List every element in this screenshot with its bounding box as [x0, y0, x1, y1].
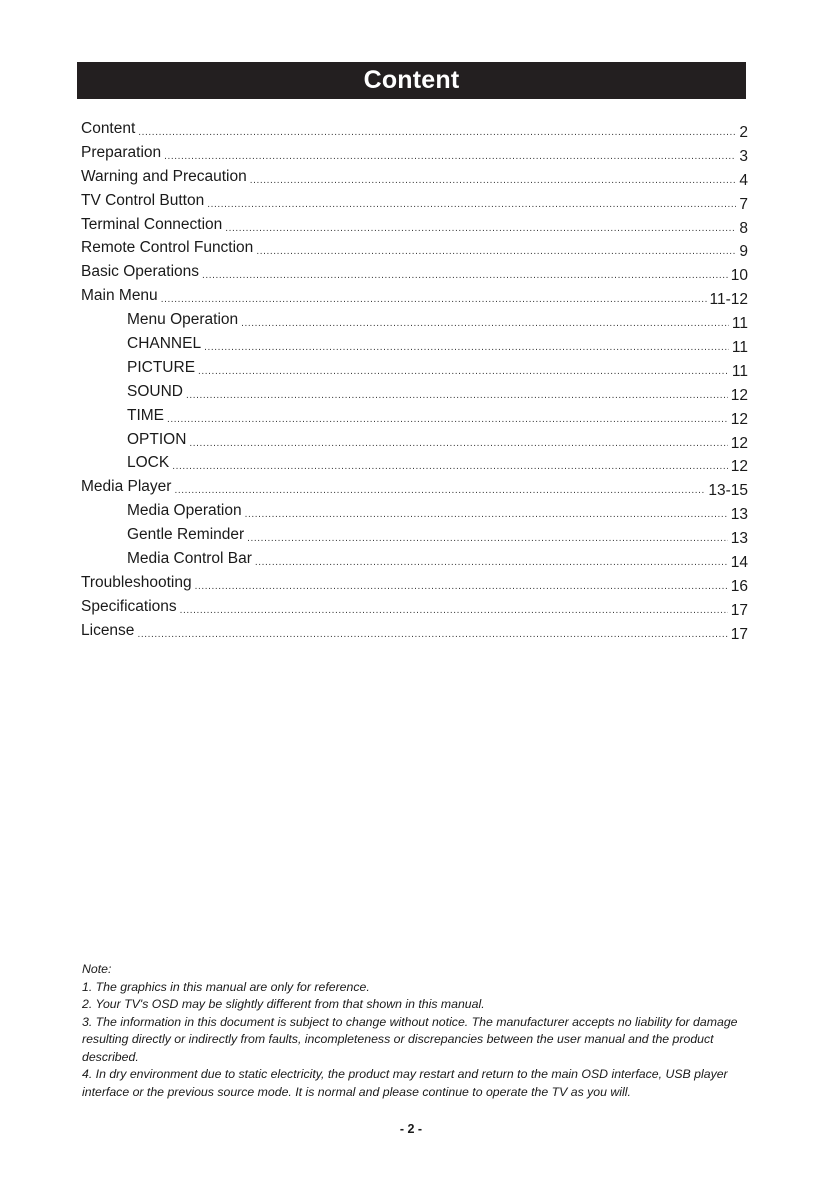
- toc-entry-page: 8: [739, 219, 748, 237]
- toc-leader-dots: [207, 191, 736, 217]
- toc-entry-page: 13: [730, 530, 748, 548]
- toc-leader-dots: [198, 358, 729, 384]
- toc-entry-label: Menu Operation: [127, 311, 239, 329]
- note-item: 4. In dry environment due to static electricity, the product may restart and return to the main OSD interface, USB player interface or the previous source mode. It is normal and please continue to operate the TV as you will.: [82, 1067, 728, 1099]
- toc-entry-label: Media Control Bar: [127, 550, 252, 568]
- toc-entry-page: 10: [730, 267, 748, 285]
- toc-leader-dots: [137, 621, 727, 647]
- toc-leader-dots: [255, 549, 728, 575]
- toc-entry: [81, 595, 748, 619]
- toc-leader-dots: [186, 382, 728, 408]
- toc-entry-label: Basic Operations: [81, 263, 200, 281]
- toc-entry: [81, 356, 748, 380]
- toc-entry: [81, 451, 748, 475]
- toc-entry-label: Main Menu: [81, 287, 158, 305]
- toc-leader-dots: [202, 262, 728, 288]
- toc-entry-label: TV Control Button: [81, 191, 205, 209]
- toc-leader-dots: [247, 525, 728, 551]
- toc-leader-dots: [256, 238, 736, 264]
- toc-entry-label: Preparation: [81, 143, 162, 161]
- toc-entry: [81, 189, 748, 213]
- toc-entry-page: 16: [730, 577, 748, 595]
- toc-leader-dots: [225, 215, 736, 241]
- toc-entry-page: 14: [730, 554, 748, 572]
- toc-leader-dots: [161, 286, 707, 312]
- toc-entry-label: Content: [81, 120, 136, 137]
- toc-entry-label: SOUND: [127, 382, 183, 400]
- page-number: - 2 -: [399, 1122, 423, 1136]
- toc-entry-label: CHANNEL: [127, 335, 202, 353]
- toc-entry: [81, 619, 748, 643]
- toc-entry-label: LOCK: [127, 454, 170, 472]
- toc-entry-page: 11: [731, 315, 748, 333]
- toc-leader-dots: [189, 430, 727, 456]
- toc-leader-dots: [241, 310, 729, 336]
- page-title: Content: [77, 62, 746, 99]
- toc-leader-dots: [250, 167, 737, 193]
- toc-entry-label: OPTION: [127, 430, 187, 448]
- note-item: 1. The graphics in this manual are only for reference.: [82, 979, 370, 994]
- toc-entry-page: 2: [739, 124, 748, 141]
- toc-entry: [81, 523, 748, 547]
- toc-entry-label: Media Operation: [127, 502, 242, 520]
- toc-entry: [81, 332, 748, 356]
- toc-leader-dots: [180, 597, 728, 623]
- toc-entry-label: Media Player: [81, 478, 172, 496]
- toc-entry: [81, 404, 748, 428]
- toc-entry-page: 4: [739, 171, 748, 189]
- toc-leader-dots: [167, 406, 728, 432]
- toc-entry-page: 11: [731, 362, 748, 380]
- toc-entry-label: TIME: [127, 406, 165, 424]
- toc-entry: [81, 260, 748, 284]
- table-of-contents: [81, 117, 748, 643]
- toc-entry: [81, 547, 748, 571]
- toc-entry-page: 11: [731, 339, 748, 357]
- toc-entry: [81, 380, 748, 404]
- toc-entry-page: 12: [730, 410, 748, 428]
- note-item: 2. Your TV's OSD may be slightly different from that shown in this manual.: [82, 997, 485, 1011]
- toc-leader-dots: [174, 477, 705, 503]
- note-item: 3. The information in this document is subject to change without notice. The manufacturer accepts no liability for damage resulting directly or indirectly from faults, incompleteness or discrepancies between the user manual and the product described.: [82, 1014, 738, 1064]
- toc-entry-label: Troubleshooting: [81, 573, 192, 591]
- toc-leader-dots: [204, 334, 729, 360]
- toc-entry-page: 12: [730, 386, 748, 404]
- toc-entry-label: Specifications: [81, 597, 177, 615]
- note-section: [82, 961, 750, 1101]
- toc-entry-page: 3: [739, 147, 748, 165]
- toc-entry-label: License: [81, 621, 135, 639]
- toc-entry-label: Warning and Precaution: [81, 167, 247, 185]
- toc-leader-dots: [172, 453, 728, 479]
- toc-entry-page: 7: [739, 195, 748, 213]
- toc-entry: [81, 117, 748, 141]
- toc-entry: [81, 213, 748, 237]
- note-heading: Note:: [82, 962, 112, 976]
- toc-entry-page: 12: [730, 434, 748, 452]
- toc-entry: [81, 284, 748, 308]
- toc-entry-page: 17: [730, 625, 748, 643]
- toc-entry-page: 11-12: [709, 291, 748, 309]
- toc-entry-label: Gentle Reminder: [127, 526, 245, 544]
- toc-leader-dots: [164, 143, 736, 169]
- toc-entry-page: 17: [730, 601, 748, 619]
- toc-entry-label: Terminal Connection: [81, 215, 223, 233]
- toc-entry: [81, 236, 748, 260]
- toc-entry-label: Remote Control Function: [81, 239, 254, 257]
- toc-leader-dots: [195, 573, 728, 599]
- toc-entry-label: PICTURE: [127, 358, 196, 376]
- toc-entry: [81, 141, 748, 165]
- toc-leader-dots: [138, 119, 736, 145]
- toc-entry-page: 13: [730, 506, 748, 524]
- toc-entry-page: 13-15: [708, 482, 748, 500]
- toc-leader-dots: [245, 501, 728, 527]
- toc-entry-page: 12: [730, 458, 748, 476]
- toc-entry: [81, 475, 748, 499]
- toc-entry-page: 9: [739, 243, 748, 261]
- toc-entry: [81, 571, 748, 595]
